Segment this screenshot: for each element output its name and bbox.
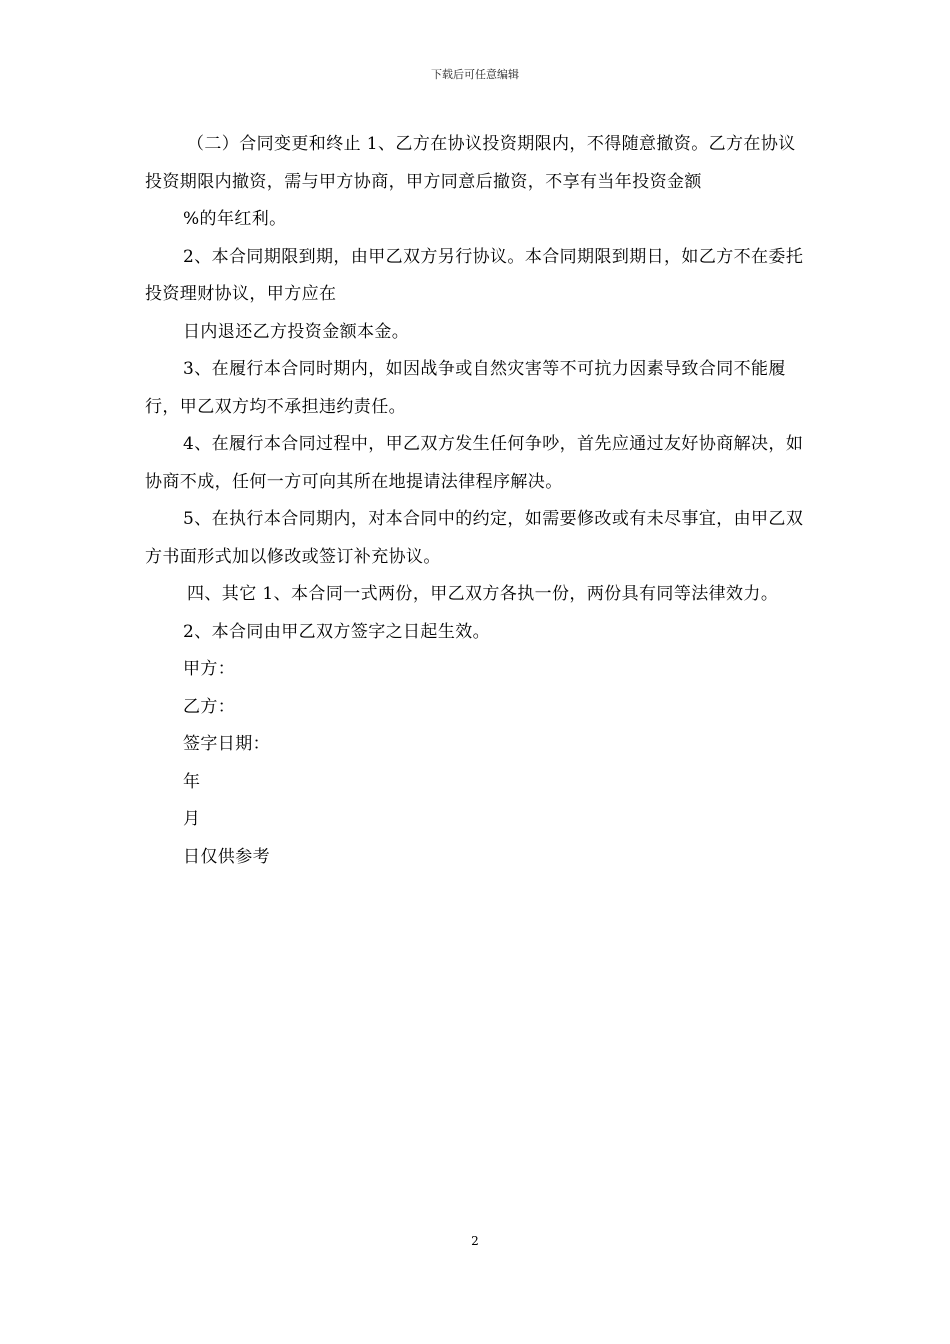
- paragraph-dispute-resolution: 4、在履行本合同过程中，甲乙双方发生任何争吵，首先应通过友好协商解决，如协商不成，任何一方可向其所在地提请法律程序解决。: [145, 434, 804, 492]
- date-day-reference-label: 日仅供参考: [183, 846, 270, 867]
- paragraph-contract-change: （二）合同变更和终止 1、乙方在协议投资期限内，不得随意撤资。乙方在协议投资期限内撤资，需与甲方协商，甲方同意后撤资，不享有当年投资金额: [145, 134, 796, 192]
- paragraph-effective-date: 2、本合同由甲乙双方签字之日起生效。: [183, 621, 491, 642]
- paragraph-term-expiry: 2、本合同期限到期，由甲乙双方另行协议。本合同期限到期日，如乙方不在委托投资理财协议，甲方应在: [145, 246, 804, 304]
- party-a-label: 甲方：: [183, 659, 236, 679]
- date-month-label: 月: [183, 809, 201, 829]
- paragraph-amendments: 5、在执行本合同期内，对本合同中的约定，如需要修改或有未尽事宜，由甲乙双方书面形式加以修改或签订补充协议。: [145, 509, 804, 567]
- document-body: [145, 126, 808, 876]
- date-year-label: 年: [183, 771, 201, 792]
- paragraph-refund-principal: 日内退还乙方投资金额本金。: [183, 321, 410, 342]
- sign-date-label: 签字日期：: [183, 734, 270, 754]
- page-number: 2: [471, 1234, 479, 1248]
- paragraph-annual-dividend: %的年红利。: [183, 209, 287, 229]
- paragraph-force-majeure: 3、在履行本合同时期内，如因战争或自然灾害等不可抗力因素导致合同不能履行，甲乙双方均不承担违约责任。: [145, 359, 786, 417]
- party-b-label: 乙方：: [183, 696, 236, 717]
- page-header: 下载后可任意编辑: [431, 68, 519, 81]
- paragraph-other-copies: 四、其它 1、本合同一式两份，甲乙双方各执一份，两份具有同等法律效力。: [187, 584, 779, 604]
